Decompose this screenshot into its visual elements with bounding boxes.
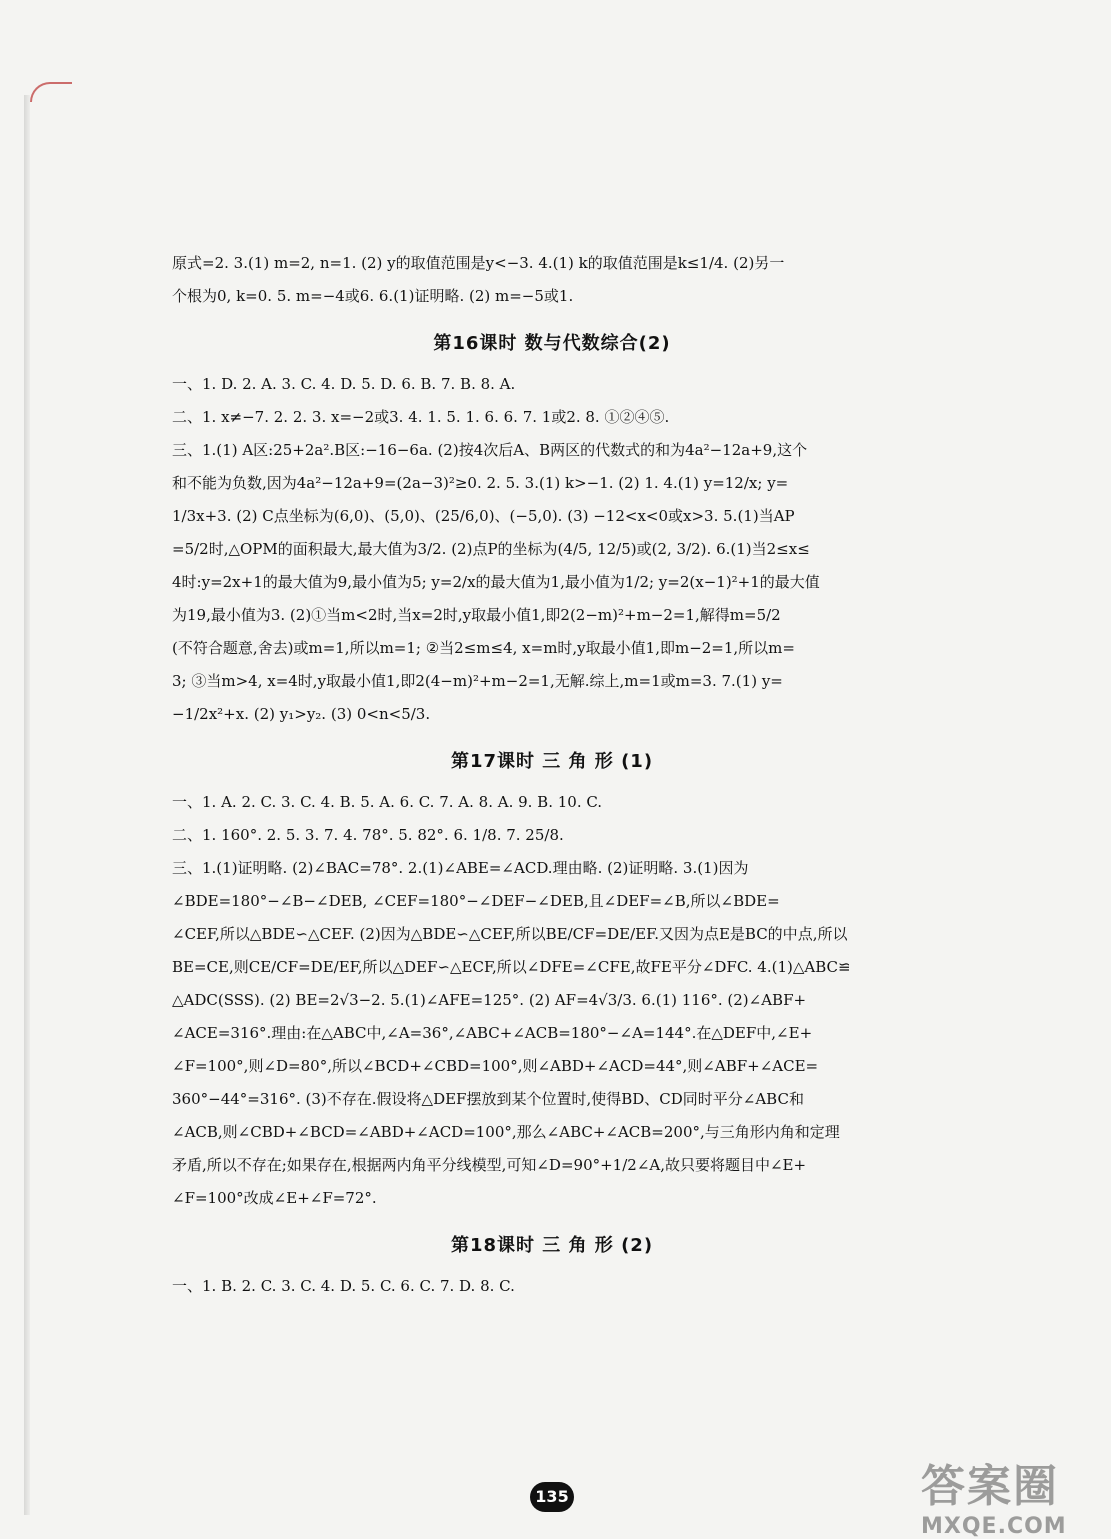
text-line: BE=CE,则CE/CF=DE/EF,所以△DEF∽△ECF,所以∠DFE=∠CFE,故FE平分∠DFC. 4.(1)△ABC≌ [172,958,851,976]
text-line: 二、1. x≠−7. 2. 2. 3. x=−2或3. 4. 1. 5. 1. 6. 6. 7. 1或2. 8. ①②④⑤. [172,408,670,426]
text-line: 三、1.(1) A区:25+2a².B区:−16−6a. (2)按4次后A、B两区的代数式的和为4a²−12a+9,这个 [172,441,808,459]
text-line: ∠ACE=316°.理由:在△ABC中,∠A=36°,∠ABC+∠ACB=180°−∠A=144°.在△DEF中,∠E+ [172,1024,813,1042]
text-line: 4时:y=2x+1的最大值为9,最小值为5; y=2/x的最大值为1,最小值为1/2; y=2(x−1)²+1的最大值 [172,573,820,591]
text-line: 和不能为负数,因为4a²−12a+9=(2a−3)²≥0. 2. 5. 3.(1) k>−1. (2) 1. 4.(1) y=12/x; y= [172,474,789,492]
page-edge [24,95,30,1515]
text-line: 一、1. B. 2. C. 3. C. 4. D. 5. C. 6. C. 7. D. 8. C. [172,1277,515,1295]
text-line: 原式=2. 3.(1) m=2, n=1. (2) y的取值范围是y<−3. 4.(1) k的取值范围是k≤1/4. (2)另一 [172,254,785,272]
text-line: 个根为0, k=0. 5. m=−4或6. 6.(1)证明略. (2) m=−5或1. [172,287,574,305]
text-line: 三、1.(1)证明略. (2)∠BAC=78°. 2.(1)∠ABE=∠ACD.理由略. (2)证明略. 3.(1)因为 [172,859,749,877]
text-line: 3; ③当m>4, x=4时,y取最小值1,即2(4−m)²+m−2=1,无解.综上,m=1或m=3. 7.(1) y= [172,672,783,690]
text-line: 一、1. D. 2. A. 3. C. 4. D. 5. D. 6. B. 7. B. 8. A. [172,375,516,393]
text-line: ∠ACB,则∠CBD+∠BCD=∠ABD+∠ACD=100°,那么∠ABC+∠ACB=200°,与三角形内角和定理 [172,1123,840,1141]
section-title-17: 第17课时 三 角 形 (1) [450,751,654,772]
text-line: 二、1. 160°. 2. 5. 3. 7. 4. 78°. 5. 82°. 6. 1/8. 7. 25/8. [172,826,564,844]
section-title-16: 第16课时 数与代数综合(2) [433,333,671,354]
watermark-bottom: MXQE.COM [921,1514,1067,1539]
text-line: 矛盾,所以不存在;如果存在,根据两内角平分线模型,可知∠D=90°+1/2∠A,故只要将题目中∠E+ [172,1156,807,1174]
text-line: −1/2x²+x. (2) y₁>y₂. (3) 0<n<5/3. [172,705,431,723]
text-line: 360°−44°=316°. (3)不存在.假设将△DEF摆放到某个位置时,使得BD、CD同时平分∠ABC和 [172,1090,804,1108]
text-line: 一、1. A. 2. C. 3. C. 4. B. 5. A. 6. C. 7. A. 8. A. 9. B. 10. C. [172,793,603,811]
text-line: 为19,最小值为3. (2)①当m<2时,当x=2时,y取最小值1,即2(2−m)²+m−2=1,解得m=5/2 [172,606,781,624]
text-line: (不符合题意,舍去)或m=1,所以m=1; ②当2≤m≤4, x=m时,y取最小值1,即m−2=1,所以m= [172,639,795,657]
text-line: 1/3x+3. (2) C点坐标为(6,0)、(5,0)、(25/6,0)、(−5,0). (3) −12<x<0或x>3. 5.(1)当AP [172,507,795,525]
section-title-18: 第18课时 三 角 形 (2) [450,1235,654,1256]
text-line: ∠BDE=180°−∠B−∠DEB, ∠CEF=180°−∠DEF−∠DEB,且∠DEF=∠B,所以∠BDE= [172,892,780,910]
text-line: =5/2时,△OPM的面积最大,最大值为3/2. (2)点P的坐标为(4/5, 12/5)或(2, 3/2). 6.(1)当2≤x≤ [172,540,810,558]
watermark-top: 答案圈 [921,1461,1059,1512]
watermark-logo [921,1450,1101,1539]
answer-content [172,252,932,1308]
text-line: △ADC(SSS). (2) BE=2√3−2. 5.(1)∠AFE=125°. (2) AF=4√3/3. 6.(1) 116°. (2)∠ABF+ [172,991,807,1009]
text-line: ∠CEF,所以△BDE∽△CEF. (2)因为△BDE∽△CEF,所以BE/CF=DE/EF.又因为点E是BC的中点,所以 [172,925,848,943]
text-line: ∠F=100°改成∠E+∠F=72°. [172,1189,377,1207]
corner-mark [30,82,72,102]
page-number: 135 [530,1482,574,1512]
text-line: ∠F=100°,则∠D=80°,所以∠BCD+∠CBD=100°,则∠ABD+∠ACD=44°,则∠ABF+∠ACE= [172,1057,819,1075]
